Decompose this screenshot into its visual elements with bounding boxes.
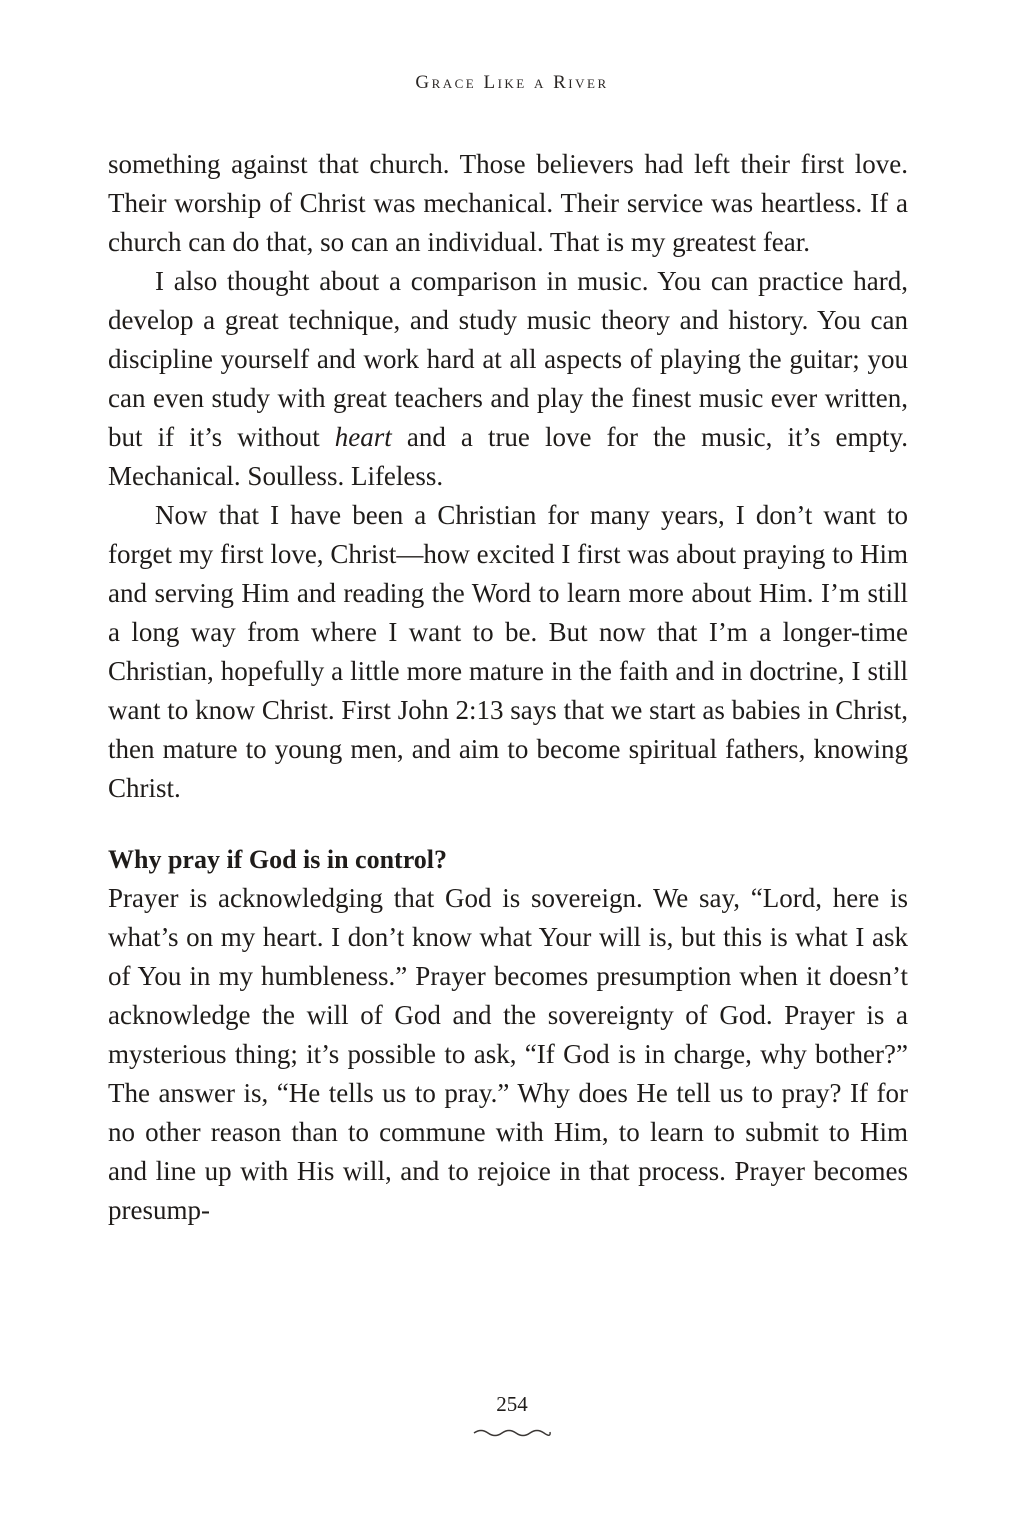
paragraph-4: Prayer is acknowledging that God is sovereign. We say, “Lord, here is what’s on my heart. I don’t know what Your will is, but this is what I ask of You in my humbleness.” Prayer becomes presumption when it doesn’t acknowledge the will of God and the sovereignty of God. Prayer is a mysterious thing; it’s possible to ask, “If God is in charge, why bother?” The answer is, “He tells us to pray.” Why does He tell us to pray? If for no other reason than to commune with Him, to learn to submit to Him and line up with His will, and to rejoice in that process. Prayer becomes presump- — [108, 883, 908, 1225]
paragraph-2-text-b: and a true love for the music, it’s empty. Mechanical. Soulless. Lifeless. — [108, 422, 909, 491]
body-text — [108, 145, 908, 1230]
paragraph-1: something against that church. Those believers had left their first love. Their worship of Christ was mechanical. Their service was heartless. If a church can do that, so can an individual. That is my greatest fear. — [108, 149, 908, 257]
emphasis-heart: heart — [334, 422, 392, 452]
paragraph-3: Now that I have been a Christian for many years, I don’t want to forget my first love, Christ—how excited I first was about praying to Him and serving Him and reading the Word to learn more about Him. I’m still a long way from where I want to be. But now that I’m a longer-time Christian, hopefully a little more mature in the faith and in doctrine, I still want to know Christ. First John 2:13 says that we start as babies in Christ, then mature to young men, and aim to become spiritual fathers, knowing Christ. — [108, 500, 908, 803]
paragraph-2-text-a: I also thought about a comparison in music. You can practice hard, develop a great technique, and study music theory and history. You can discipline yourself and work hard at all aspects of playing the guitar; you can even study with great teachers and play the finest music ever written, but if it’s without — [108, 266, 908, 452]
section-heading: Why pray if God is in control? — [108, 845, 448, 874]
running-head: Grace Like a River — [415, 72, 609, 93]
paragraph-2 — [108, 262, 908, 496]
page-number: 254 — [496, 1392, 528, 1416]
wave-ornament-icon — [472, 1426, 552, 1440]
